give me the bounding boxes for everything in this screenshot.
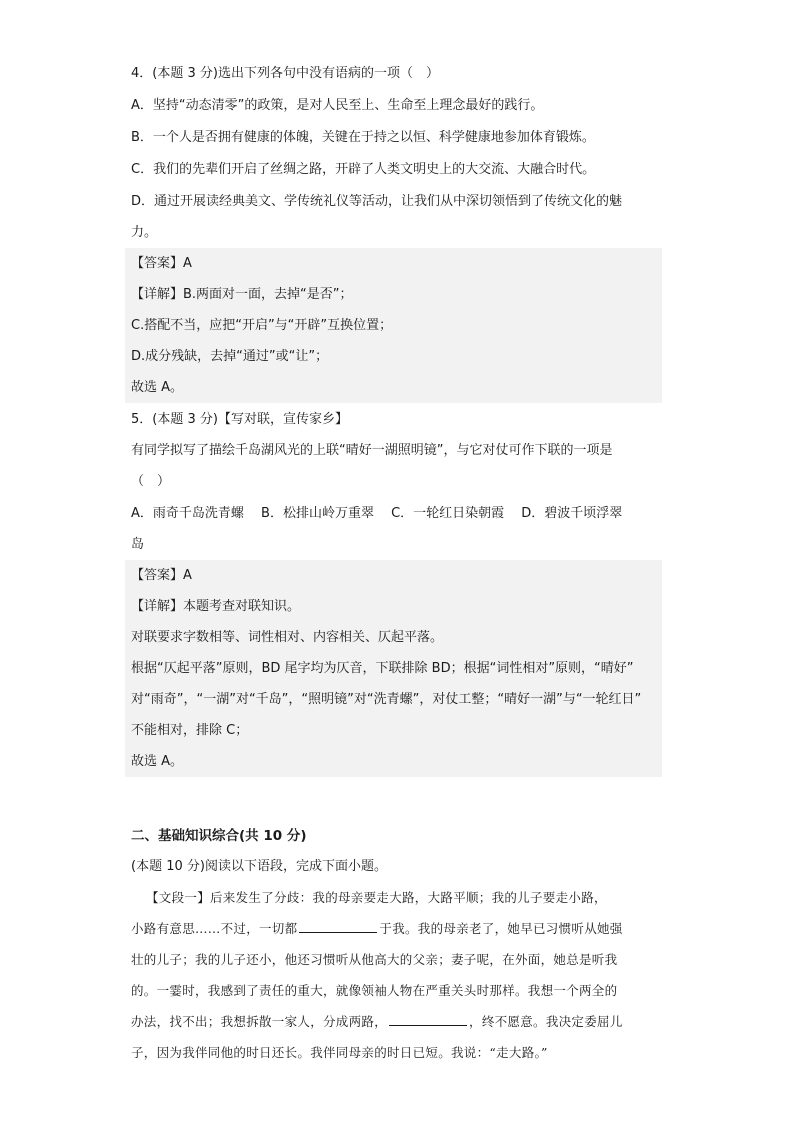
passage-text: 小路有意思……不过，一切都 [131, 921, 298, 936]
passage-line-5 [131, 1012, 623, 1032]
passage-line-2 [131, 919, 623, 939]
question-5-answer: 【答案】A [131, 568, 192, 583]
question-4-option-b: B．一个人是否拥有健康的体魄，关键在于持之以恒、科学健康地参加体育锻炼。 [131, 130, 595, 145]
question-5-prompt-paren: （ ） [131, 474, 171, 489]
question-4-option-c: C．我们的先辈们开启了丝绸之路，开辟了人类文明史上的大交流、大融合时代。 [131, 162, 596, 177]
question-4-answer: 【答案】A [131, 256, 192, 271]
question-5-detail-1: 【详解】本题考查对联知识。 [131, 599, 301, 614]
question-5-detail-5: 不能相对，排除 C； [131, 723, 249, 738]
question-4-stem: 4．(本题 3 分)选出下列各句中没有语病的一项（ ） [131, 66, 439, 81]
passage-line-6: 子，因为我伴同他的时日还长。我伴同母亲的时日已短。我说：“走大路。” [131, 1045, 548, 1060]
question-4-detail-b: 【详解】B.两面对一面，去掉“是否”； [131, 287, 353, 302]
passage-text: 办法，找不出；我想拆散一家人，分成两路， [131, 1014, 388, 1029]
question-5-options: A．雨奇千岛洗青螺 B．松排山岭万重翠 C．一轮红日染朝霞 D．碧波千顷浮翠 [131, 506, 623, 521]
section-intro: (本题 10 分)阅读以下语段，完成下面小题。 [131, 859, 387, 874]
passage-line-4: 的。一霎时，我感到了责任的重大，就像领袖人物在严重关头时那样。我想一个两全的 [131, 983, 618, 998]
passage-line-3: 壮的儿子；我的儿子还小，他还习惯听从他高大的父亲；妻子呢，在外面，她总是听我 [131, 952, 618, 967]
fill-blank-2[interactable] [389, 1013, 467, 1026]
section-title: 二、基础知识综合(共 10 分) [131, 828, 307, 844]
question-5-options-cont: 岛 [131, 537, 145, 552]
question-5-detail-3: 根据“仄起平落”原则，BD 尾字均为仄音，下联排除 BD；根据“词性相对”原则，“晴好” [131, 661, 634, 676]
question-4-option-a: A．坚持“动态清零”的政策，是对人民至上、生命至上理念最好的践行。 [131, 98, 544, 113]
question-4-option-d: D．通过开展读经典美文、学传统礼仪等活动，让我们从中深切领悟到了传统文化的魅 [131, 194, 623, 209]
question-5-prompt: 有同学拟写了描绘千岛湖风光的上联“晴好一湖照明镜”，与它对仗可作下联的一项是 [131, 443, 613, 458]
passage-text: ，终不愿意。我决定委屈儿 [469, 1014, 623, 1029]
question-4-conclusion: 故选 A。 [131, 380, 184, 395]
fill-blank-1[interactable] [299, 920, 377, 933]
question-4-option-d-cont: 力。 [131, 225, 158, 240]
question-5-detail-4: 对“雨奇”，“一湖”对“千岛”，“照明镜”对“洗青螺”，对仗工整；“晴好一湖”与“一轮红日” [131, 692, 642, 707]
question-4-detail-c: C.搭配不当，应把“开启”与“开辟”互换位置； [131, 318, 393, 333]
passage-line-1: 【文段一】后来发生了分歧：我的母亲要走大路，大路平顺；我的儿子要走小路， [146, 890, 607, 905]
question-5-stem: 5．(本题 3 分)【写对联，宣传家乡】 [131, 412, 348, 427]
passage-text: 于我。我的母亲老了，她早已习惯听从她强 [379, 921, 623, 936]
question-5-conclusion: 故选 A。 [131, 754, 184, 769]
question-4-detail-d: D.成分残缺，去掉“通过”或“让”； [131, 349, 329, 364]
question-5-detail-2: 对联要求字数相等、词性相对、内容相关、仄起平落。 [131, 630, 444, 645]
